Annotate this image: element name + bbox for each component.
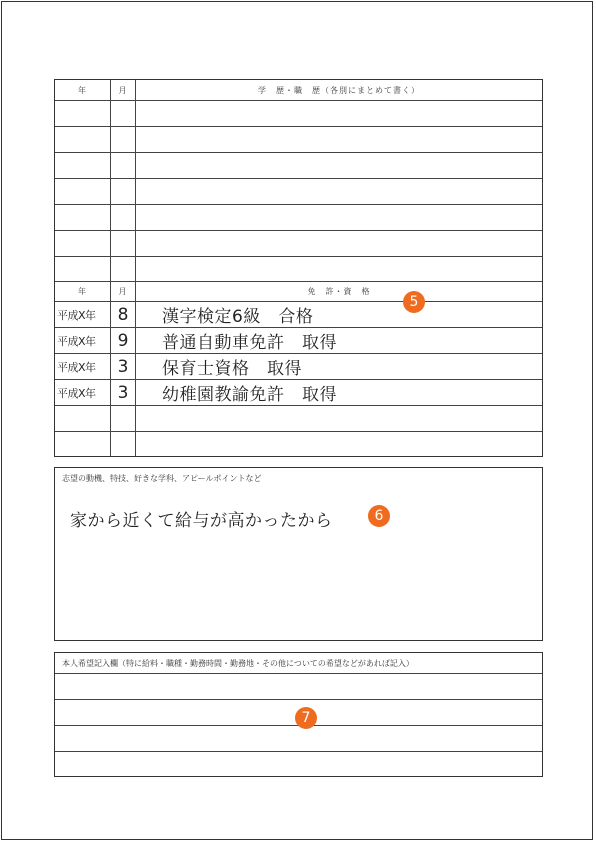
history-body-cell[interactable] [136, 257, 542, 281]
history-month-cell[interactable] [111, 231, 136, 256]
license-row[interactable] [55, 354, 542, 380]
motive-label: 志望の動機、特技、好きな学科、アピールポイントなど [62, 474, 262, 483]
history-row[interactable] [55, 179, 542, 205]
license-era[interactable] [55, 406, 111, 431]
history-row[interactable] [55, 101, 542, 127]
history-year-cell[interactable] [55, 153, 111, 178]
history-body-cell[interactable] [136, 127, 542, 152]
history-month-cell[interactable] [111, 257, 136, 281]
wishes-label: 本人希望記入欄（特に給料・職種・勤務時間・勤務地・その他についての希望などがあれば記入） [62, 659, 414, 668]
license-month[interactable] [111, 432, 136, 456]
wishes-line[interactable] [55, 752, 542, 776]
history-month-header: 月 [111, 80, 136, 100]
history-month-cell[interactable] [111, 101, 136, 126]
history-year-header: 年 [55, 80, 111, 100]
history-month-cell[interactable] [111, 153, 136, 178]
history-title-header: 学 歴・職 歴（各別にまとめて書く） [258, 85, 420, 95]
license-month[interactable]: 3 [111, 380, 136, 405]
license-text[interactable]: 保育士資格 取得 [162, 359, 302, 379]
history-row[interactable] [55, 153, 542, 179]
history-month-cell[interactable] [111, 127, 136, 152]
history-row[interactable] [55, 257, 542, 281]
license-era[interactable]: 平成X年 [55, 328, 111, 353]
history-body-cell[interactable] [136, 153, 542, 178]
license-month[interactable]: 3 [111, 354, 136, 379]
wishes-line[interactable] [55, 674, 542, 700]
license-text[interactable] [136, 406, 542, 431]
history-year-cell[interactable] [55, 101, 111, 126]
license-row[interactable] [55, 406, 542, 432]
annotation-badge-7: 7 [295, 707, 317, 729]
licenses-year-header: 年 [55, 282, 111, 301]
history-table [54, 79, 543, 282]
history-year-cell[interactable] [55, 231, 111, 256]
history-header-row [55, 80, 542, 101]
license-row[interactable] [55, 328, 542, 354]
history-body-cell[interactable] [136, 179, 542, 204]
license-era[interactable]: 平成X年 [55, 302, 111, 327]
license-era[interactable] [55, 432, 111, 456]
license-month[interactable]: 9 [111, 328, 136, 353]
history-year-cell[interactable] [55, 179, 111, 204]
annotation-badge-6: 6 [368, 505, 390, 527]
motive-text[interactable]: 家から近くて給与が高かったから [70, 511, 333, 531]
license-era[interactable]: 平成X年 [55, 380, 111, 405]
wishes-header [55, 653, 542, 674]
licenses-month-header: 月 [111, 282, 136, 301]
wishes-line[interactable] [55, 726, 542, 752]
motive-box[interactable] [54, 467, 543, 641]
history-year-cell[interactable] [55, 257, 111, 281]
annotation-badge-5: 5 [403, 291, 425, 313]
history-body-cell[interactable] [136, 205, 542, 230]
history-month-cell[interactable] [111, 179, 136, 204]
licenses-header-row [55, 281, 542, 302]
history-month-cell[interactable] [111, 205, 136, 230]
history-year-cell[interactable] [55, 205, 111, 230]
licenses-table [54, 281, 543, 457]
history-row[interactable] [55, 205, 542, 231]
history-body-cell[interactable] [136, 231, 542, 256]
license-text[interactable] [136, 432, 542, 456]
history-body-cell[interactable] [136, 101, 542, 126]
license-row[interactable] [55, 380, 542, 406]
licenses-title-header: 免 許・資 格 [307, 287, 371, 296]
license-row[interactable] [55, 302, 542, 328]
license-text[interactable]: 普通自動車免許 取得 [162, 333, 337, 353]
license-month[interactable] [111, 406, 136, 431]
license-era[interactable]: 平成X年 [55, 354, 111, 379]
history-year-cell[interactable] [55, 127, 111, 152]
history-row[interactable] [55, 231, 542, 257]
license-month[interactable]: 8 [111, 302, 136, 327]
license-text[interactable]: 漢字検定6級 合格 [162, 307, 314, 327]
history-row[interactable] [55, 127, 542, 153]
license-row[interactable] [55, 432, 542, 456]
license-text[interactable]: 幼稚園教諭免許 取得 [162, 385, 337, 405]
